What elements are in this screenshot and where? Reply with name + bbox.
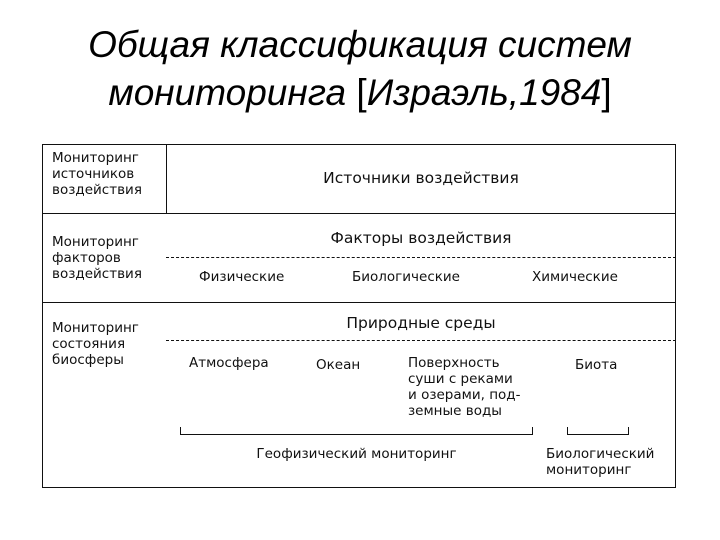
surface-line: Поверхность xyxy=(408,355,500,371)
title-line-1: Общая классификация систем xyxy=(88,24,632,65)
surface-line: и озерами, под- xyxy=(408,387,521,403)
item-atmosphere: Атмосфера xyxy=(189,355,269,371)
bracket-open: [ xyxy=(356,72,367,113)
biological-monitoring-label xyxy=(546,446,654,478)
row-label-line: Мониторинг xyxy=(52,150,139,166)
row-label-line: состояния xyxy=(52,336,126,352)
item-chemical: Химические xyxy=(532,269,618,285)
heading-sources: Источники воздействия xyxy=(323,169,519,187)
item-biological: Биологические xyxy=(352,269,460,285)
item-biota: Биота xyxy=(575,357,618,373)
dashed-separator-factors xyxy=(166,257,676,258)
title-line-2-text: мониторинга xyxy=(108,72,357,113)
row-label-factors xyxy=(52,234,142,282)
row-separator-1 xyxy=(42,213,676,214)
row-label-line: биосферы xyxy=(52,352,124,368)
bracket-close: ] xyxy=(601,72,612,113)
heading-factors: Факторы воздействия xyxy=(330,229,512,247)
bio-label-line: мониторинг xyxy=(546,462,632,478)
surface-line: земные воды xyxy=(408,403,502,419)
heading-natural-media: Природные среды xyxy=(346,314,496,332)
row-label-biosphere xyxy=(52,320,139,368)
row-label-line: Мониторинг xyxy=(52,320,139,336)
geophysical-bracket xyxy=(180,427,533,435)
row-label-line: воздействия xyxy=(52,266,142,282)
row-label-line: Мониторинг xyxy=(52,234,139,250)
row-label-line: факторов xyxy=(52,250,121,266)
title-line-2 xyxy=(0,70,720,116)
surface-line: суши с реками xyxy=(408,371,513,387)
item-physical: Физические xyxy=(199,269,285,285)
geophysical-monitoring-label: Геофизический мониторинг xyxy=(256,446,457,462)
row-separator-2 xyxy=(42,302,676,303)
dashed-separator-media xyxy=(166,340,676,341)
biological-bracket xyxy=(567,427,629,435)
row-label-sources xyxy=(52,150,142,198)
title-reference: Израэль,1984 xyxy=(366,72,602,113)
bio-label-line: Биологический xyxy=(546,446,655,462)
row-label-line: воздействия xyxy=(52,182,142,198)
item-ocean: Океан xyxy=(316,357,361,373)
item-land-surface xyxy=(408,355,520,419)
row-label-line: источников xyxy=(52,166,135,182)
